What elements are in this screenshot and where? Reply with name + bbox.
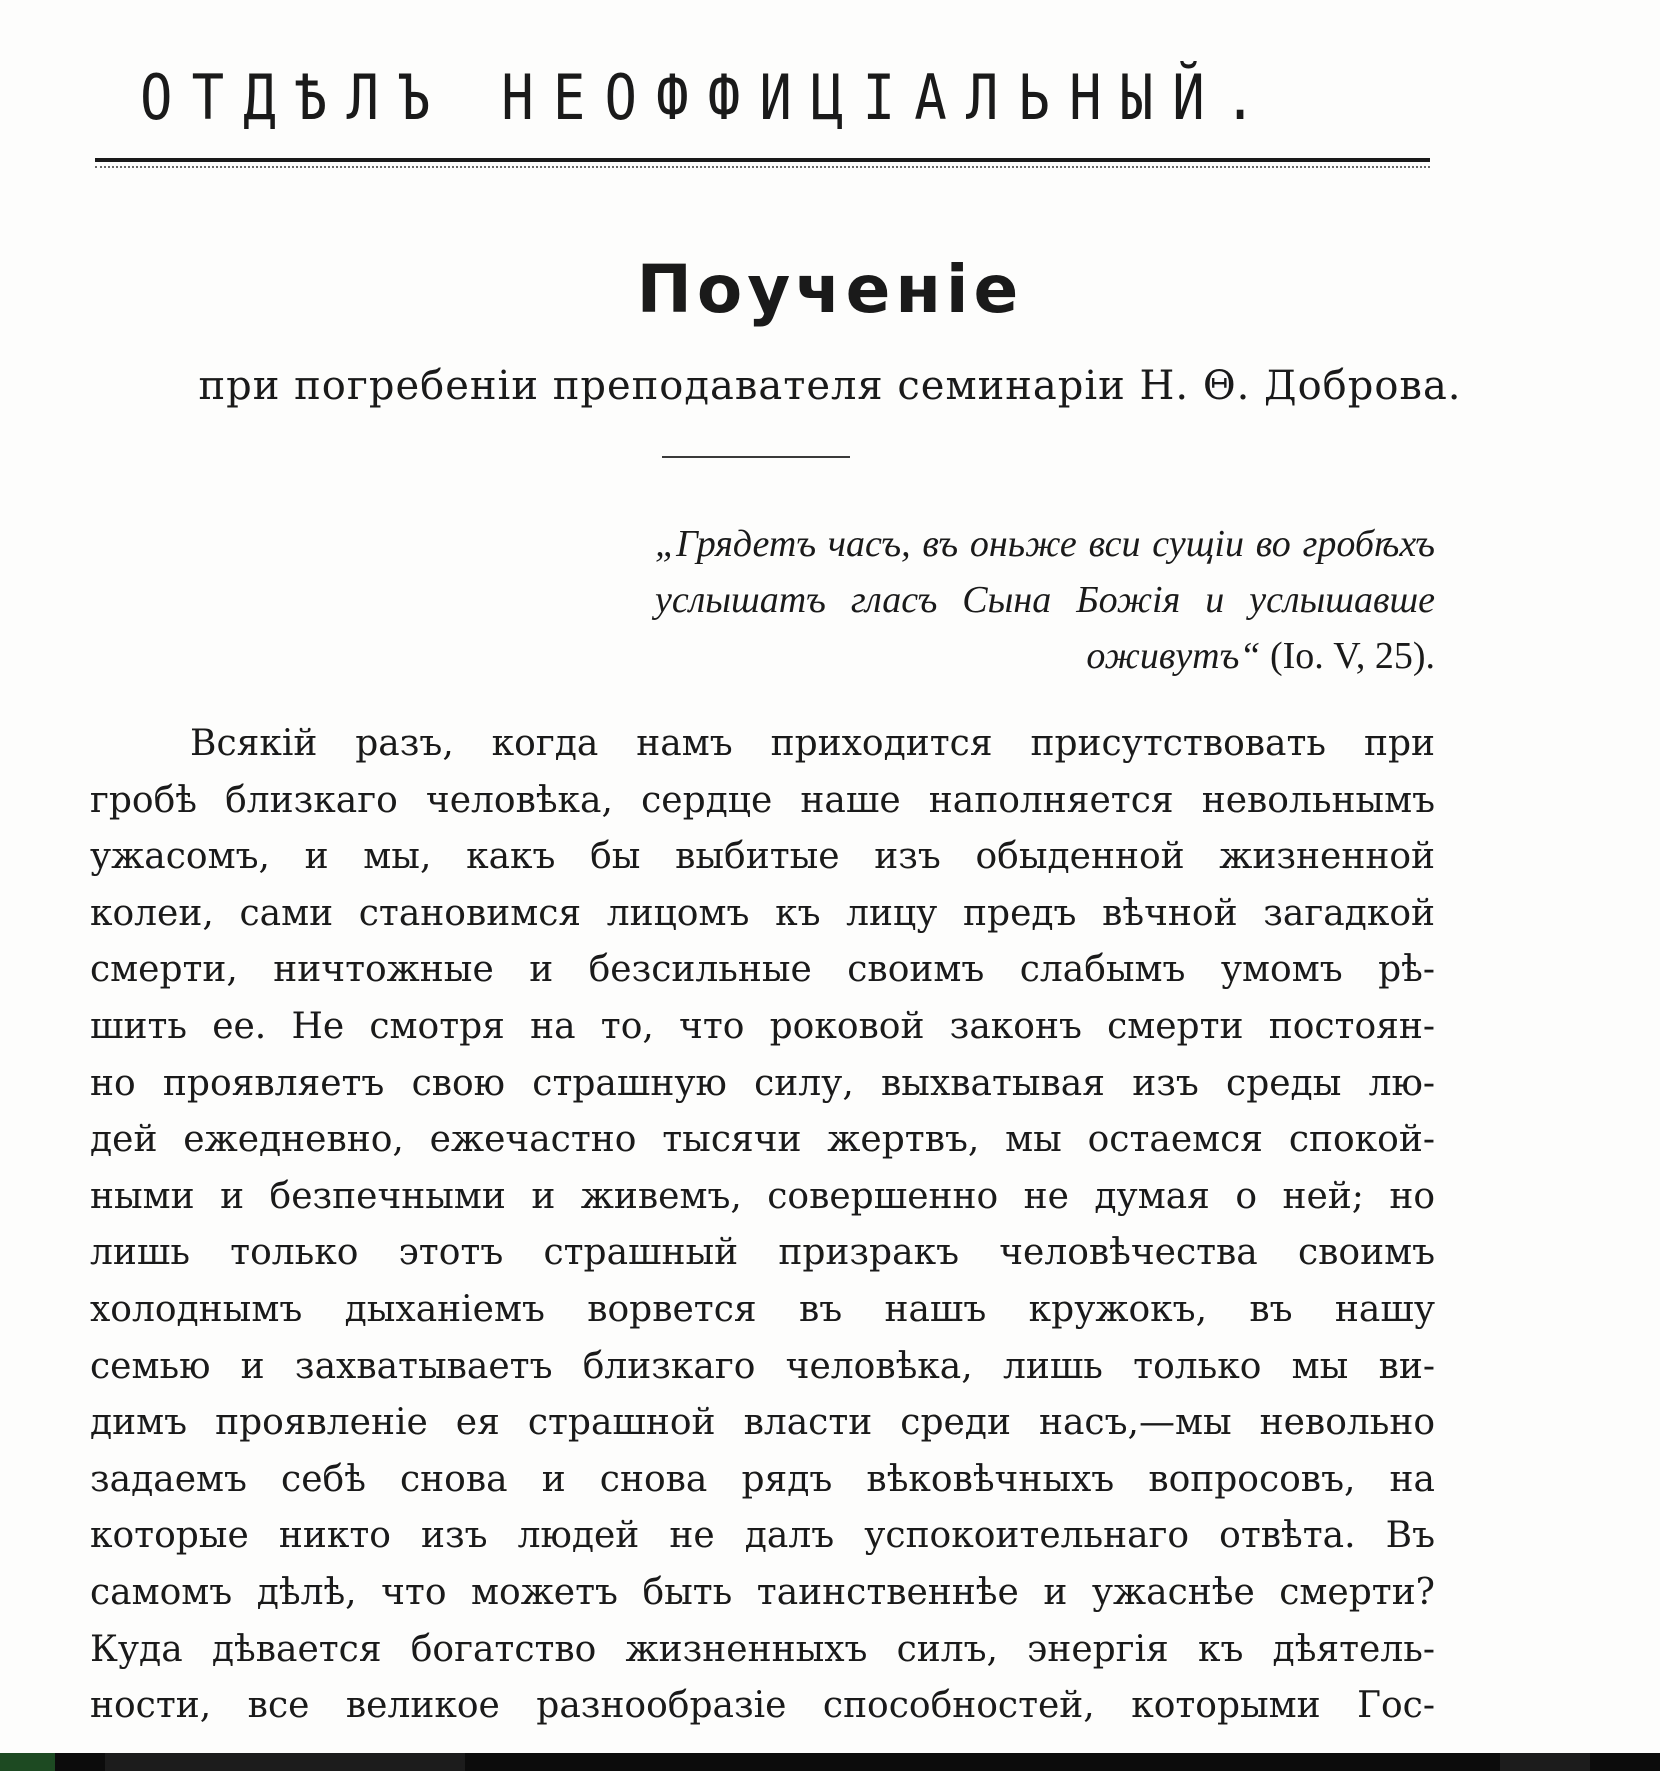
- body-line: самомъ дѣлѣ, что можетъ быть таинственнѣе и ужаснѣе смерти?: [90, 1571, 1435, 1613]
- epigraph-quote: „Грядетъ часъ, въ оньже вси сущіи во гробѣхъ услышатъ гласъ Сына Божія и услышавше оживутъ“: [655, 523, 1435, 677]
- body-line: смерти, ничтожные и безсильные своимъ слабымъ умомъ рѣ-: [90, 949, 1435, 991]
- epigraph: [655, 516, 1435, 684]
- body-line: ными и безпечными и живемъ, совершенно не думая о ней; но: [90, 1175, 1435, 1217]
- body-line: колеи, сами становимся лицомъ къ лицу предъ вѣчной загадкой: [90, 892, 1435, 934]
- epigraph-reference: (Іо. V, 25).: [1269, 635, 1435, 677]
- body-text: [90, 716, 1435, 1735]
- body-line: димъ проявленіе ея страшной власти среди насъ,—мы невольно: [90, 1402, 1435, 1444]
- header-rule-heavy: [95, 158, 1430, 162]
- viewer-bottom-accent: [0, 1753, 55, 1771]
- body-line: Куда дѣвается богатство жизненныхъ силъ, энергія къ дѣятель-: [90, 1628, 1435, 1670]
- body-line: Всякій разъ, когда намъ приходится присутствовать при: [190, 723, 1435, 764]
- body-line: гробѣ близкаго человѣка, сердце наше наполняется невольнымъ: [90, 779, 1435, 821]
- body-line: но проявляетъ свою страшную силу, выхватывая изъ среды лю-: [90, 1062, 1435, 1104]
- section-header: ОТДѢЛЪ НЕОФФИЦIАЛЬНЫЙ.: [140, 61, 1276, 134]
- article-subtitle: при погребеніи преподавателя семинаріи Н. Θ. Доброва.: [198, 363, 1462, 409]
- body-line: дей ежедневно, ежечастно тысячи жертвъ, мы остаемся спокой-: [90, 1119, 1435, 1161]
- article-title: Поученіе: [636, 251, 1024, 328]
- header-rule-thin: [95, 166, 1430, 168]
- body-line: шить ее. Не смотря на то, что роковой законъ смерти постоян-: [90, 1005, 1435, 1047]
- viewer-bottom-segment: [1500, 1753, 1590, 1771]
- body-line: холоднымъ дыханіемъ ворвется въ нашъ кружокъ, въ нашу: [90, 1288, 1435, 1330]
- body-line: ности, все великое разнообразіе способностей, которыми Гос-: [90, 1685, 1435, 1727]
- body-line: которые никто изъ людей не далъ успокоительнаго отвѣта. Въ: [90, 1515, 1435, 1557]
- body-line: задаемъ себѣ снова и снова рядъ вѣковѣчныхъ вопросовъ, на: [90, 1458, 1435, 1500]
- body-line: ужасомъ, и мы, какъ бы выбитые изъ обыденной жизненной: [90, 836, 1435, 878]
- title-divider: [662, 456, 850, 458]
- body-line: лишь только этотъ страшный призракъ человѣчества своимъ: [90, 1232, 1435, 1274]
- body-line: семью и захватываетъ близкаго человѣка, лишь только мы ви-: [90, 1345, 1435, 1387]
- viewer-bottom-segment: [105, 1753, 465, 1771]
